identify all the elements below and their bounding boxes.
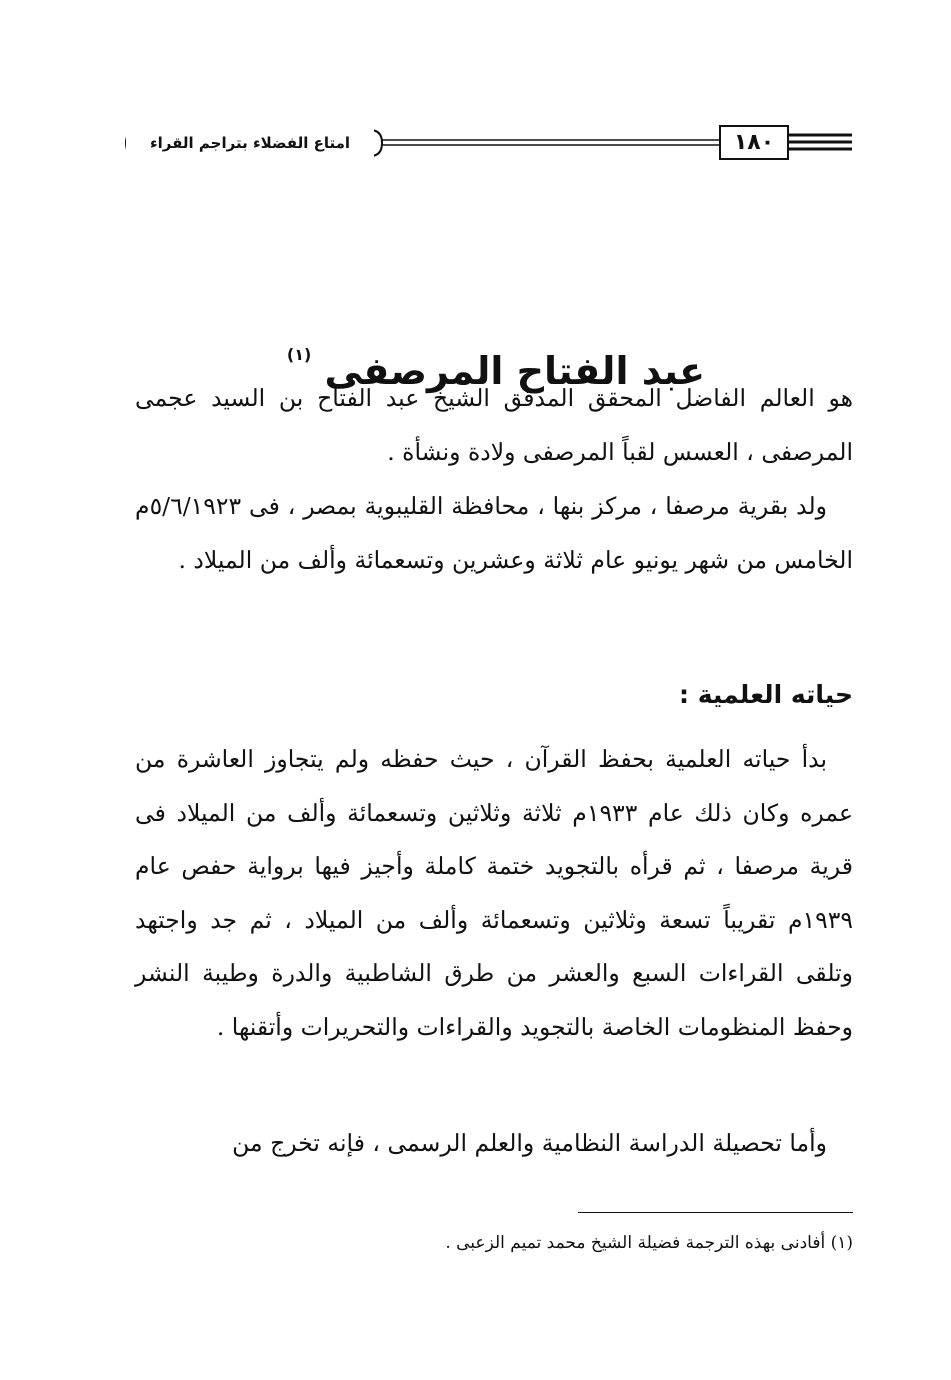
formal-education-paragraph: وأما تحصيلة الدراسة النظامية والعلم الرسمى ، فإنه تخرج من bbox=[232, 1129, 827, 1157]
page-header bbox=[120, 117, 852, 171]
title-footnote-marker: (١) bbox=[286, 345, 312, 365]
footnote: (١) أفادنى بهذه الترجمة فضيلة الشيخ محمد تميم الزعبى . bbox=[445, 1233, 853, 1253]
section-heading: حياته العلمية : bbox=[679, 680, 853, 709]
running-title: امتاع الفضلاء بتراجم القراء bbox=[126, 129, 374, 157]
scholarly-life-paragraph: بدأ حياته العلمية بحفظ القرآن ، حيث حفظه ولم يتجاوز العاشرة من عمره وكان ذلك عام ١٩٣٣م ثلاثة وثلاثين وتسعمائة وألف من الميلاد فى قرية مرصفا ، ثم قرأه بالتجويد ختمة كاملة وأجيز فيها برواية حفص عام ١٩٣٩م تقريباً تسعة وثلاثين وتسعمائة وألف من الميلاد ، ثم جد واجتهد وتلقى القراءات السبع والعشر من طرق الشاطبية والدرة وطيبة النشر وحفظ المنظومات الخاصة بالتجويد والقراءات والتحريرات وأتقنها . bbox=[135, 745, 853, 1041]
page-number: ١٨٠ bbox=[721, 127, 787, 157]
birth-paragraph: ولد بقرية مرصفا ، مركز بنها ، محافظة القليبوية بمصر ، فى ٥/٦/١٩٢٣م الخامس من شهر يونيو عام ثلاثة وعشرين وتسعمائة وألف من الميلاد . bbox=[135, 492, 853, 574]
intro-paragraph: هو العالم الفاضل المحقق المدقق الشيخ عبد الفتاح بن السيد عجمى المرصفى ، العسس لقباً المرصفى ولادة ونشأة . bbox=[135, 384, 853, 466]
article-title-text: عبد الفتاح المرصفى bbox=[324, 349, 706, 394]
footnote-divider bbox=[578, 1212, 853, 1213]
